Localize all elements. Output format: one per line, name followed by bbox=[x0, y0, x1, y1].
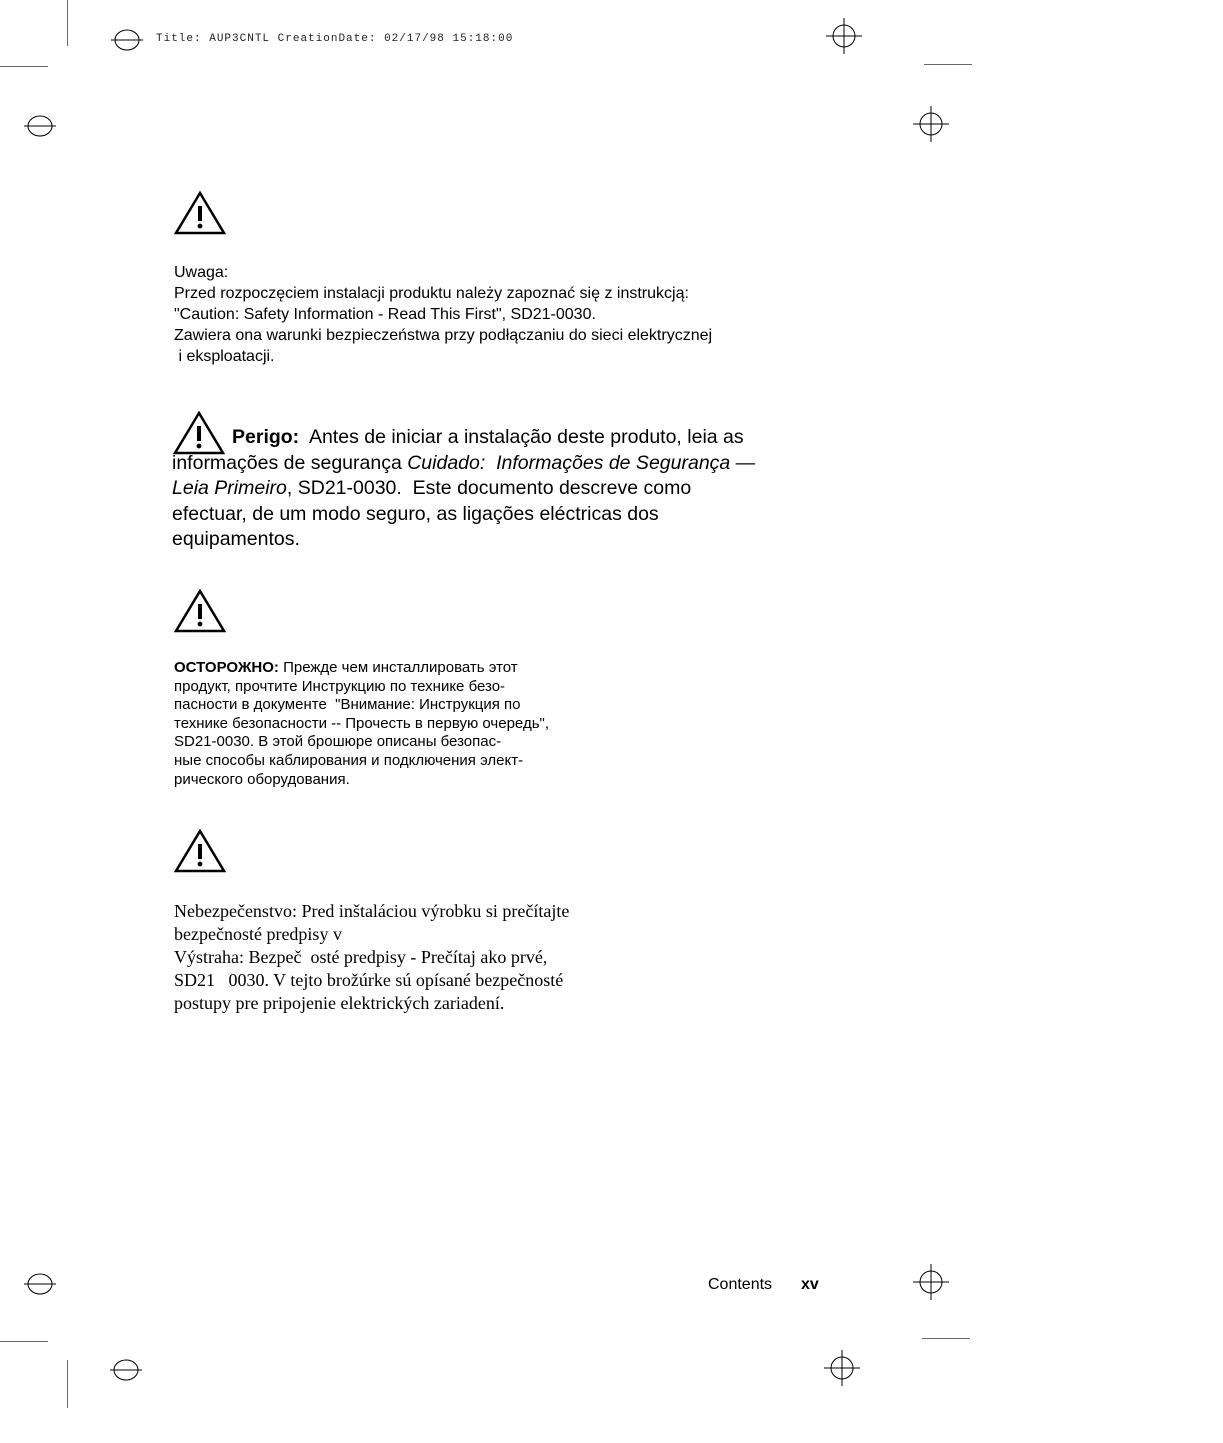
document-header bbox=[156, 33, 513, 45]
polish-line: i eksploatacji. bbox=[174, 348, 275, 365]
russian-line: ОСТОРОЖНО: Прежде чем инсталлировать этот bbox=[174, 659, 518, 676]
registration-mark-icon bbox=[111, 26, 143, 54]
slovak-line: Nebezpečenstvo: Pred inštaláciou výrobku si prečítajte bbox=[174, 901, 570, 921]
registration-mark-icon bbox=[24, 1270, 56, 1298]
russian-line: рического оборудования. bbox=[174, 770, 350, 788]
slovak-line: bezpečnosté predpisy v bbox=[174, 924, 342, 944]
header-title-value: AUP3CNTL bbox=[209, 33, 271, 45]
crop-line bbox=[924, 64, 972, 65]
portuguese-label: Perigo: bbox=[232, 426, 300, 448]
crop-line bbox=[67, 1360, 68, 1408]
registration-mark-icon bbox=[913, 106, 949, 142]
warning-triangle-icon bbox=[173, 828, 227, 874]
footer-label: Contents bbox=[708, 1276, 773, 1293]
registration-mark-icon bbox=[24, 112, 56, 140]
portuguese-line: efectuar, de um modo seguro, as ligações eléctricas dos bbox=[172, 502, 659, 525]
portuguese-text: Antes de iniciar a instalação deste produto, leia as bbox=[308, 426, 744, 448]
russian-line: SD21-0030. В этой брошюре описаны безопас- bbox=[174, 733, 502, 751]
portuguese-line: informações de segurança Cuidado: Informações de Segurança — bbox=[172, 451, 756, 474]
slovak-line: postupy pre pripojenie elektrických zariadení. bbox=[174, 993, 505, 1013]
header-title-label: Title: bbox=[156, 33, 202, 45]
crop-line bbox=[0, 1341, 48, 1342]
polish-line: "Caution: Safety Information - Read This First", SD21-0030. bbox=[174, 306, 596, 323]
header-creation-value: 02/17/98 15:18:00 bbox=[384, 33, 514, 45]
registration-mark-icon bbox=[826, 18, 862, 54]
registration-mark-icon bbox=[913, 1264, 949, 1300]
registration-mark-icon bbox=[110, 1356, 142, 1384]
polish-line: Uwaga: bbox=[174, 264, 229, 281]
russian-notice bbox=[174, 659, 734, 789]
polish-notice bbox=[174, 262, 834, 367]
warning-triangle-icon bbox=[173, 190, 227, 236]
slovak-line: Výstraha: Bezpeč osté predpisy - Prečítaj ako prvé, bbox=[174, 947, 548, 967]
russian-line: технике безопасности -- Прочесть в первую очередь", bbox=[174, 714, 549, 732]
portuguese-line: equipamentos. bbox=[172, 528, 300, 550]
crop-line bbox=[67, 0, 68, 46]
slovak-notice bbox=[174, 900, 734, 1015]
russian-line: продукт, прочтите Инструкцию по технике безо- bbox=[174, 677, 506, 695]
portuguese-notice bbox=[172, 425, 832, 553]
polish-line: Zawiera ona warunki bezpieczeństwa przy podłączaniu do sieci elektrycznej bbox=[174, 327, 713, 344]
crop-line bbox=[922, 1338, 970, 1339]
russian-line: ные способы каблирования и подключения элект- bbox=[174, 751, 524, 769]
russian-label: ОСТОРОЖНО: bbox=[174, 659, 279, 676]
portuguese-line bbox=[172, 425, 832, 451]
page-number: xv bbox=[801, 1276, 819, 1293]
registration-mark-icon bbox=[824, 1350, 860, 1386]
portuguese-line: Leia Primeiro, SD21-0030. Este documento descreve como bbox=[172, 477, 692, 499]
header-creation-label: CreationDate: bbox=[277, 33, 377, 45]
warning-triangle-icon bbox=[173, 588, 227, 634]
slovak-line: SD21 0030. V tejto brožúrke sú opísané bezpečnosté bbox=[174, 970, 564, 990]
crop-line bbox=[0, 66, 48, 67]
russian-line: пасности в документе "Внимание: Инструкция по bbox=[174, 696, 521, 714]
polish-line: Przed rozpoczęciem instalacji produktu należy zapoznać się z instrukcją: bbox=[174, 285, 689, 302]
